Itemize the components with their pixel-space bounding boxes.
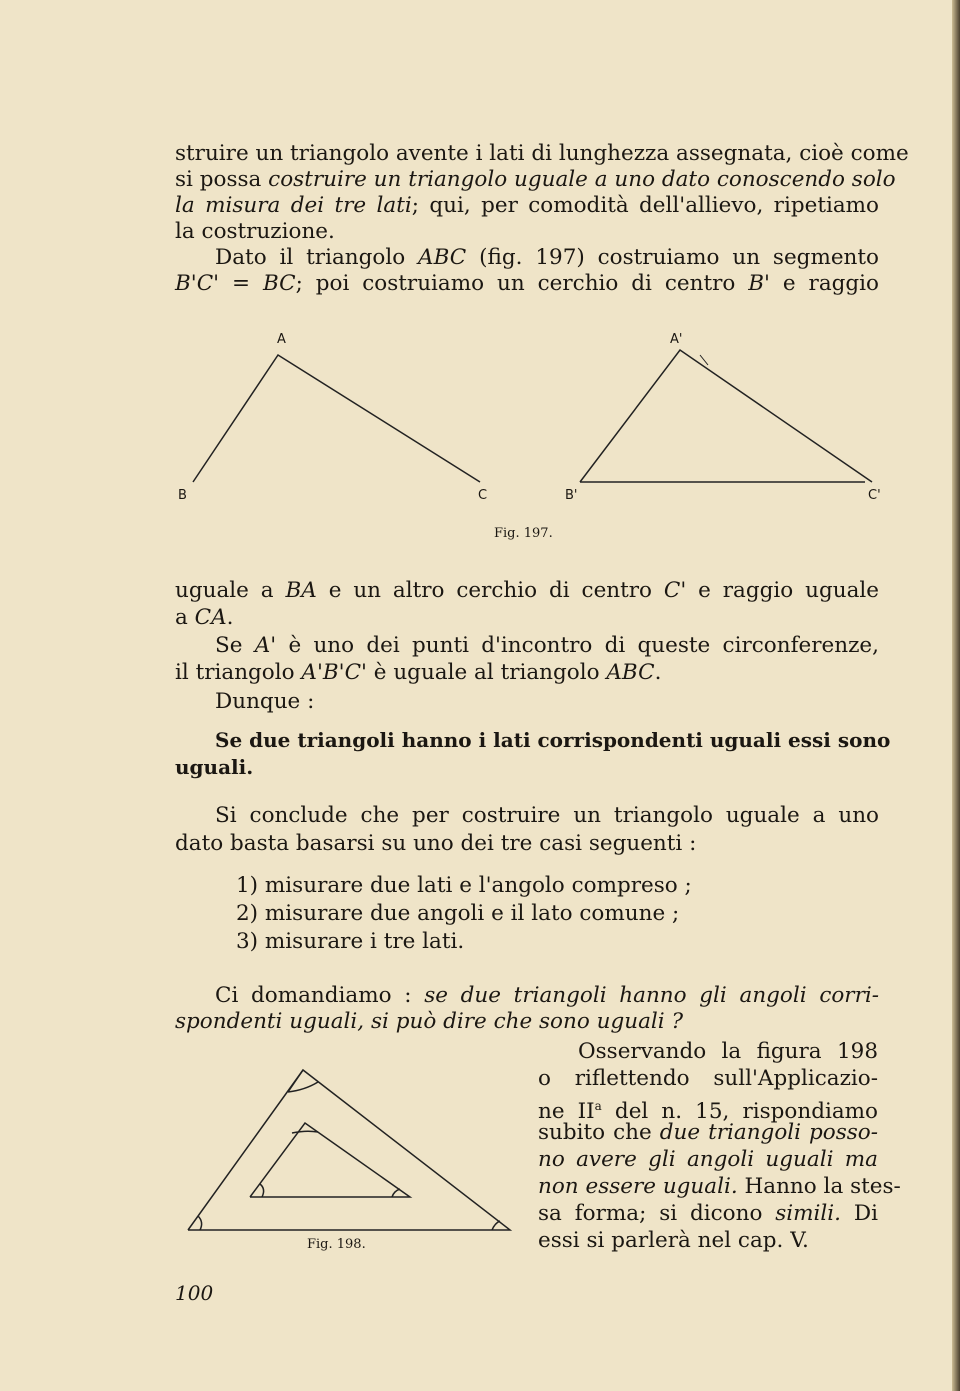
- triangle-large: [188, 1070, 510, 1230]
- text-line: uguale a BA e un altro cerchio di centro C' e raggio uguale: [175, 578, 879, 603]
- figure-197: [0, 0, 960, 560]
- label-c: C: [478, 488, 488, 503]
- text-line: sa forma; si dicono simili. Di: [538, 1201, 878, 1226]
- text-line: subito che due triangoli posso-: [538, 1120, 879, 1145]
- page-number: 100: [175, 1281, 214, 1305]
- label-c-prime: C': [868, 488, 881, 503]
- text-line: Se A' è uno dei punti d'incontro di queste circonferenze,: [215, 633, 879, 658]
- case-item: 1) misurare due lati e l'angolo compreso ;: [236, 873, 692, 898]
- text-line: ne $II^a$ del n. 15, rispondiamo: [538, 1099, 879, 1125]
- triangle-abc: [193, 355, 480, 482]
- label-b-prime: B': [565, 488, 578, 503]
- text-line: essi si parlerà nel cap. V.: [538, 1228, 809, 1253]
- text-line: spondenti uguali, si può dire che sono uguali ?: [175, 1009, 684, 1034]
- case-item: 2) misurare due angoli e il lato comune ;: [236, 901, 680, 926]
- text-line: non essere uguali. Hanno la stes-: [538, 1174, 901, 1199]
- text-line: dato basta basarsi su uno dei tre casi seguenti :: [175, 831, 697, 856]
- text-line: si possa costruire un triangolo uguale a uno dato conoscendo solo: [175, 167, 896, 192]
- text-line: il triangolo A'B'C' è uguale al triangolo ABC.: [175, 660, 662, 685]
- text-line: Dato il triangolo ABC (fig. 197) costruiamo un segmento: [215, 245, 879, 270]
- label-a-prime: A': [670, 332, 683, 347]
- text-line: Si conclude che per costruire un triangolo uguale a uno: [215, 803, 879, 828]
- triangle-a1b1c1: [580, 350, 872, 482]
- label-a: A: [277, 332, 286, 347]
- label-b: B: [178, 488, 187, 503]
- text-line: a CA.: [175, 605, 234, 630]
- figure-198: [180, 1060, 520, 1260]
- text-line: o riflettendo sull'Applicazio-: [538, 1066, 878, 1091]
- text-line: la costruzione.: [175, 219, 335, 244]
- rule-text: uguali.: [175, 755, 254, 779]
- text-line: la misura dei tre lati; qui, per comodità dell'allievo, ripetiamo: [175, 193, 879, 218]
- text-line: no avere gli angoli uguali ma: [538, 1147, 878, 1172]
- text-line: struire un triangolo avente i lati di lunghezza assegnata, cioè come: [175, 141, 909, 166]
- caption-fig-198: Fig. 198.: [307, 1237, 366, 1252]
- caption-fig-197: Fig. 197.: [494, 526, 553, 541]
- text-line: Ci domandiamo : se due triangoli hanno gli angoli corri-: [215, 983, 879, 1008]
- text-line: Dunque :: [215, 689, 315, 714]
- case-item: 3) misurare i tre lati.: [236, 929, 465, 954]
- rule-text: Se due triangoli hanno i lati corrispondenti uguali essi sono: [215, 728, 891, 752]
- text-line: Osservando la figura 198: [578, 1039, 878, 1064]
- text-line: B'C' = BC; poi costruiamo un cerchio di centro B' e raggio: [175, 271, 879, 296]
